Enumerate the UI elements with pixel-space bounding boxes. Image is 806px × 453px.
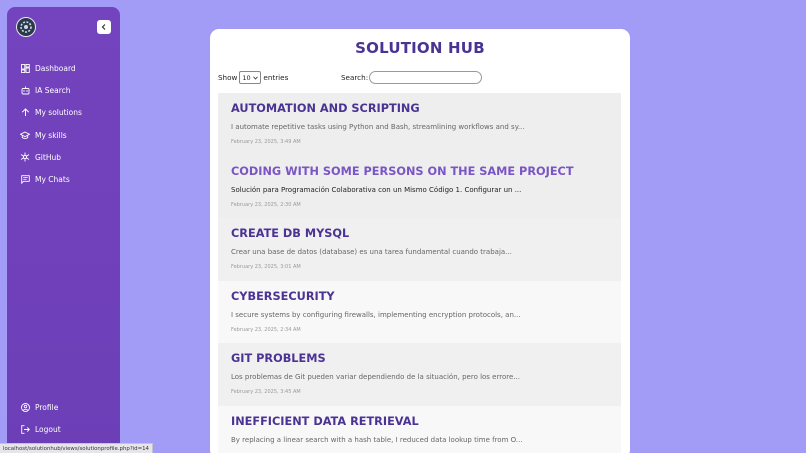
logout-icon xyxy=(20,424,30,434)
graduation-cap-icon xyxy=(20,130,30,140)
entries-label: entries xyxy=(263,73,289,82)
page-title: SOLUTION HUB xyxy=(355,39,485,57)
solution-row[interactable] xyxy=(218,281,621,344)
sidebar-item-my-chats[interactable] xyxy=(7,168,120,190)
solution-description: Los problemas de Git pueden variar dependiendo de la situación, pero los errore... xyxy=(231,373,520,381)
solution-title[interactable]: CYBERSECURITY xyxy=(231,289,335,303)
solution-title[interactable]: GIT PROBLEMS xyxy=(231,352,326,365)
solution-date: February 23, 2025, 2:34 AM xyxy=(231,326,301,333)
sidebar-item-label: Profile xyxy=(35,402,59,412)
entries-value: 10 xyxy=(242,73,251,82)
sidebar-item-label: My Chats xyxy=(35,175,70,185)
solutions-list xyxy=(218,93,621,453)
solution-description: I automate repetitive tasks using Python and Bash, streamlining workflows and sy... xyxy=(231,123,525,131)
status-bar-url: localhost/solutionhub/views/solutionprofile.php?id=14 xyxy=(0,443,153,453)
app-logo[interactable] xyxy=(16,17,36,37)
arrow-up-icon xyxy=(20,108,30,118)
solution-date: February 23, 2025, 3:01 AM xyxy=(231,264,301,270)
chevron-down-icon xyxy=(253,76,258,80)
sidebar-item-dashboard[interactable] xyxy=(7,57,120,79)
robot-icon xyxy=(20,85,30,95)
dashboard-icon xyxy=(20,63,30,73)
solutions-card xyxy=(210,29,630,453)
sidebar-item-profile[interactable] xyxy=(7,396,120,418)
sidebar-item-label: My solutions xyxy=(35,108,82,118)
collapse-sidebar-button[interactable] xyxy=(97,20,111,34)
solution-title[interactable]: CODING WITH SOME PERSONS ON THE SAME PROJECT xyxy=(231,164,574,178)
solution-date: February 23, 2025, 3:45 AM xyxy=(231,389,301,395)
chevron-left-icon xyxy=(100,23,108,31)
sidebar-item-label: Logout xyxy=(35,424,61,434)
chat-icon xyxy=(20,175,30,185)
sidebar-item-label: GitHub xyxy=(35,152,61,162)
sidebar-item-my-skills[interactable] xyxy=(7,124,120,146)
sidebar-item-label: IA Search xyxy=(35,85,71,95)
solution-title[interactable]: CREATE DB MYSQL xyxy=(231,227,350,240)
user-circle-icon xyxy=(20,402,30,412)
search-input[interactable] xyxy=(369,71,482,84)
entries-control xyxy=(218,71,288,84)
solution-description: By replacing a linear search with a hash table, I reduced data lookup time from O... xyxy=(231,435,523,444)
solution-description: I secure systems by configuring firewalls, implementing encryption protocols, an... xyxy=(231,310,521,319)
solution-row[interactable] xyxy=(218,218,621,281)
solution-row[interactable] xyxy=(218,93,621,156)
solution-title[interactable]: AUTOMATION AND SCRIPTING xyxy=(231,102,420,115)
sidebar-item-label: My skills xyxy=(35,130,67,140)
github-icon xyxy=(20,152,30,162)
solution-title[interactable]: INEFFICIENT DATA RETRIEVAL xyxy=(231,414,419,428)
solution-date: February 23, 2025, 2:30 AM xyxy=(231,201,301,208)
solution-row[interactable] xyxy=(218,406,621,453)
sidebar-item-label: Dashboard xyxy=(35,63,76,73)
sidebar-item-github[interactable] xyxy=(7,146,120,168)
sidebar-bottom-nav xyxy=(7,396,120,441)
sidebar-nav xyxy=(7,57,120,191)
sidebar-item-ia-search[interactable] xyxy=(7,79,120,101)
sidebar xyxy=(7,7,120,453)
search-control xyxy=(341,71,482,84)
entries-select[interactable] xyxy=(239,71,261,84)
solution-description: Crear una base de datos (database) es una tarea fundamental cuando trabaja... xyxy=(231,248,512,256)
show-label: Show xyxy=(218,73,238,82)
table-controls xyxy=(218,70,622,84)
solution-row[interactable] xyxy=(218,343,621,406)
solution-row[interactable] xyxy=(218,156,621,219)
gear-logo-icon xyxy=(19,20,33,34)
sidebar-item-logout[interactable] xyxy=(7,418,120,440)
sidebar-item-my-solutions[interactable] xyxy=(7,102,120,124)
search-label: Search: xyxy=(341,73,369,82)
solution-date: February 23, 2025, 3:49 AM xyxy=(231,139,301,145)
solution-description: Solución para Programación Colaborativa con un Mismo Código 1. Configurar un ... xyxy=(231,185,522,194)
